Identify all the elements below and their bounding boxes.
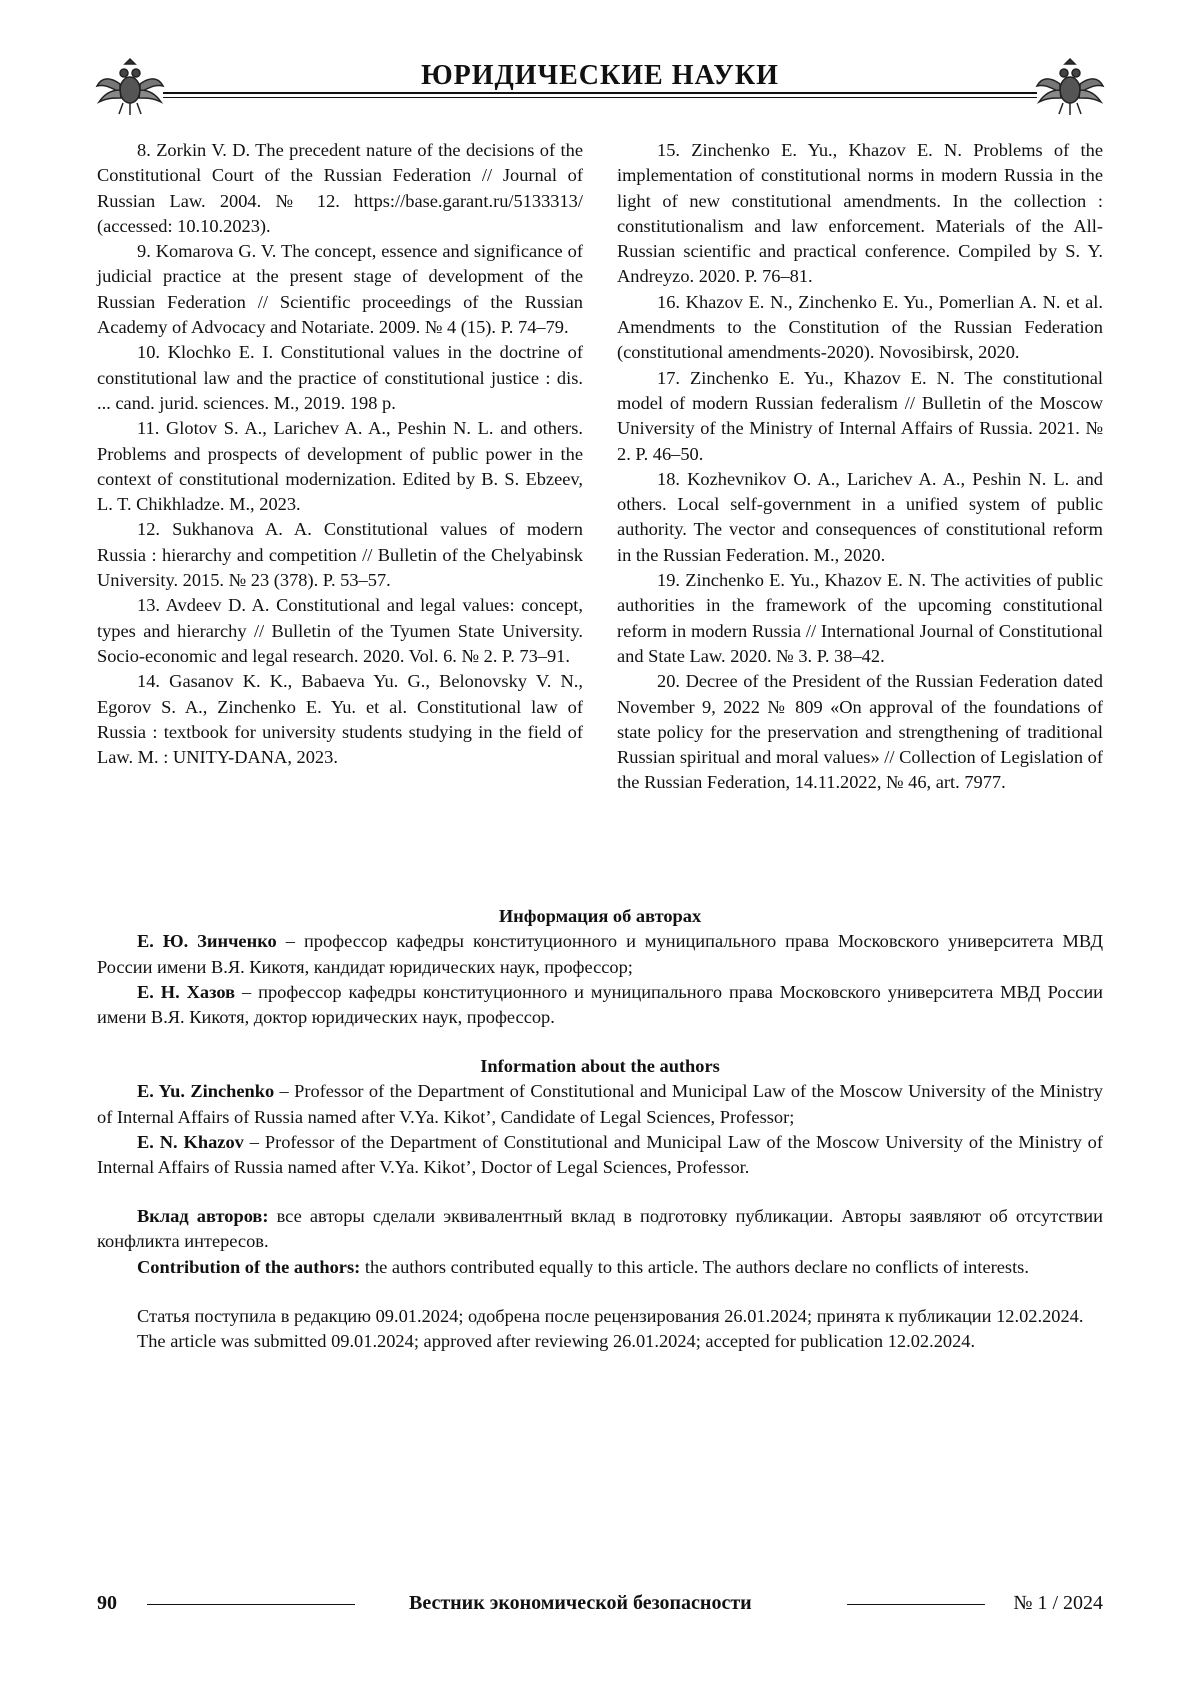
contribution-ru [97, 1204, 1103, 1255]
section-title: ЮРИДИЧЕСКИЕ НАУКИ [421, 60, 779, 91]
author-name: E. N. Khazov [137, 1131, 244, 1152]
journal-name: Вестник экономической безопасности [409, 1592, 752, 1614]
reference-item: 18. Kozhevnikov O. A., Larichev A. A., Peshin N. L. and others. Local self-government in a unified system of public authority. The vector and consequences of constitutional reform in the Russian Federation. M., 2020. [617, 468, 1103, 565]
references-left-column [97, 138, 583, 770]
author-name: Е. Ю. Зинченко [137, 931, 277, 952]
footer-rule [147, 1604, 355, 1605]
page-footer [97, 1592, 1103, 1622]
reference-item: 14. Gasanov K. K., Babaeva Yu. G., Belonovsky V. N., Egorov S. A., Zinchenko E. Yu. et al. Constitutional law of Russia : textbook for university students studying in the field of Law. M. : UNITY-DANA, 2023. [97, 671, 583, 768]
reference-item: 13. Avdeev D. A. Constitutional and legal values: concept, types and hierarchy // Bulletin of the Tyumen State University. Socio-economic and legal research. 2020. Vol. 6. № 2. P. 73–91. [97, 595, 583, 666]
article-dates-ru: Статья поступила в редакцию 09.01.2024; одобрена после рецензирования 26.01.2024; принята к публикации 12.02.2024. [137, 1306, 1084, 1326]
reference-item: 10. Klochko E. I. Constitutional values in the doctrine of constitutional law and the practice of constitutional justice : dis. ... cand. jurid. sciences. M., 2019. 198 p. [97, 342, 583, 413]
reference-item: 8. Zorkin V. D. The precedent nature of the decisions of the Constitutional Court of the Russian Federation // Journal of Russian Law. 2004. № 12. https://base.garant.ru/5133313/ (accessed: 10.10.2023). [97, 140, 583, 236]
authors-info-ru [97, 904, 1103, 1030]
contribution-ru-label: Вклад авторов: [137, 1206, 269, 1226]
author-name: Е. Н. Хазов [137, 981, 236, 1002]
contribution-section [97, 1204, 1103, 1280]
authors-info-en [97, 1054, 1103, 1180]
author-entry [97, 1079, 1103, 1130]
article-dates [97, 1304, 1103, 1355]
reference-item: 11. Glotov S. A., Larichev A. A., Peshin N. L. and others. Problems and prospects of development of public power in the context of constitutional modernization. Edited by B. S. Ebzeev, L. T. Chikhladze. M., 2023. [97, 418, 583, 515]
reference-item: 20. Decree of the President of the Russian Federation dated November 9, 2022 № 809 «On approval of the foundations of state policy for the preservation and strengthening of traditional Russian spiritual and moral values» // Collection of Legislation of the Russian Federation, 14.11.2022, № 46, art. 7977. [617, 671, 1103, 793]
contribution-en-text: the authors contributed equally to this article. The authors declare no conflicts of interests. [360, 1256, 1029, 1277]
article-dates-en: The article was submitted 09.01.2024; approved after reviewing 26.01.2024; accepted for publication 12.02.2024. [137, 1331, 976, 1352]
author-entry [97, 1130, 1103, 1181]
page-number: 90 [97, 1592, 117, 1614]
footer-rule [847, 1604, 985, 1605]
contribution-ru-text: все авторы сделали эквивалентный вклад в подготовку публикации. Авторы заявляют об отсутствии конфликта интересов. [97, 1206, 1103, 1252]
authors-info-en-title: Information about the authors [480, 1056, 720, 1076]
author-description: – профессор кафедры конституционного и муниципального права Московского университета МВД России имени В.Я. Кикотя, доктор юридических наук, профессор. [97, 981, 1104, 1028]
contribution-en [97, 1255, 1103, 1280]
page-header [95, 56, 1105, 126]
authors-info-ru-title: Информация об авторах [498, 906, 702, 926]
reference-item: 15. Zinchenko E. Yu., Khazov E. N. Problems of the implementation of constitutional norms in modern Russia in the light of new constitutional amendments. In the collection : constitutionalism and law enforcement. Materials of the All-Russian scientific and practical conference. Compiled by S. Y. Andreyzo. 2020. P. 76–81. [617, 140, 1103, 287]
author-description: – профессор кафедры конституционного и муниципального права Московского университета МВД России имени В.Я. Кикотя, кандидат юридических наук, профессор; [97, 931, 1103, 977]
author-description: – Professor of the Department of Constitutional and Municipal Law of the Moscow University of the Ministry of Internal Affairs of Russia named after V.Ya. Kikot’, Doctor of Legal Sciences, Professor. [97, 1131, 1103, 1178]
author-entry [97, 929, 1103, 980]
author-description: – Professor of the Department of Constitutional and Municipal Law of the Moscow University of the Ministry of Internal Affairs of Russia named after V.Ya. Kikot’, Candidate of Legal Sciences, Professor; [97, 1081, 1103, 1127]
issue-number: № 1 / 2024 [1013, 1592, 1103, 1614]
header-rule [163, 92, 1037, 94]
double-headed-eagle-emblem-icon [1035, 56, 1105, 118]
author-entry [97, 980, 1103, 1031]
reference-item: 17. Zinchenko E. Yu., Khazov E. N. The constitutional model of modern Russian federalism // Bulletin of the Moscow University of the Ministry of Internal Affairs of Russia. 2021. № 2. P. 46–50. [617, 367, 1103, 464]
author-name: E. Yu. Zinchenko [137, 1081, 275, 1102]
header-rule [163, 97, 1037, 98]
reference-item: 19. Zinchenko E. Yu., Khazov E. N. The activities of public authorities in the framework of the upcoming constitutional reform in modern Russia // International Journal of Constitutional and State Law. 2020. № 3. P. 38–42. [617, 570, 1103, 666]
reference-item: 16. Khazov E. N., Zinchenko E. Yu., Pomerlian A. N. et al. Amendments to the Constitution of the Russian Federation (constitutional amendments-2020). Novosibirsk, 2020. [617, 291, 1103, 363]
reference-item: 9. Komarova G. V. The concept, essence and significance of judicial practice at the present stage of development of the Russian Federation // Scientific proceedings of the Russian Academy of Advocacy and Notariate. 2009. № 4 (15). P. 74–79. [97, 241, 583, 338]
reference-item: 12. Sukhanova A. A. Constitutional values of modern Russia : hierarchy and competition // Bulletin of the Chelyabinsk University. 2015. № 23 (378). P. 53–57. [97, 519, 583, 591]
contribution-en-label: Contribution of the authors: [137, 1256, 361, 1277]
references-right-column [617, 138, 1103, 796]
